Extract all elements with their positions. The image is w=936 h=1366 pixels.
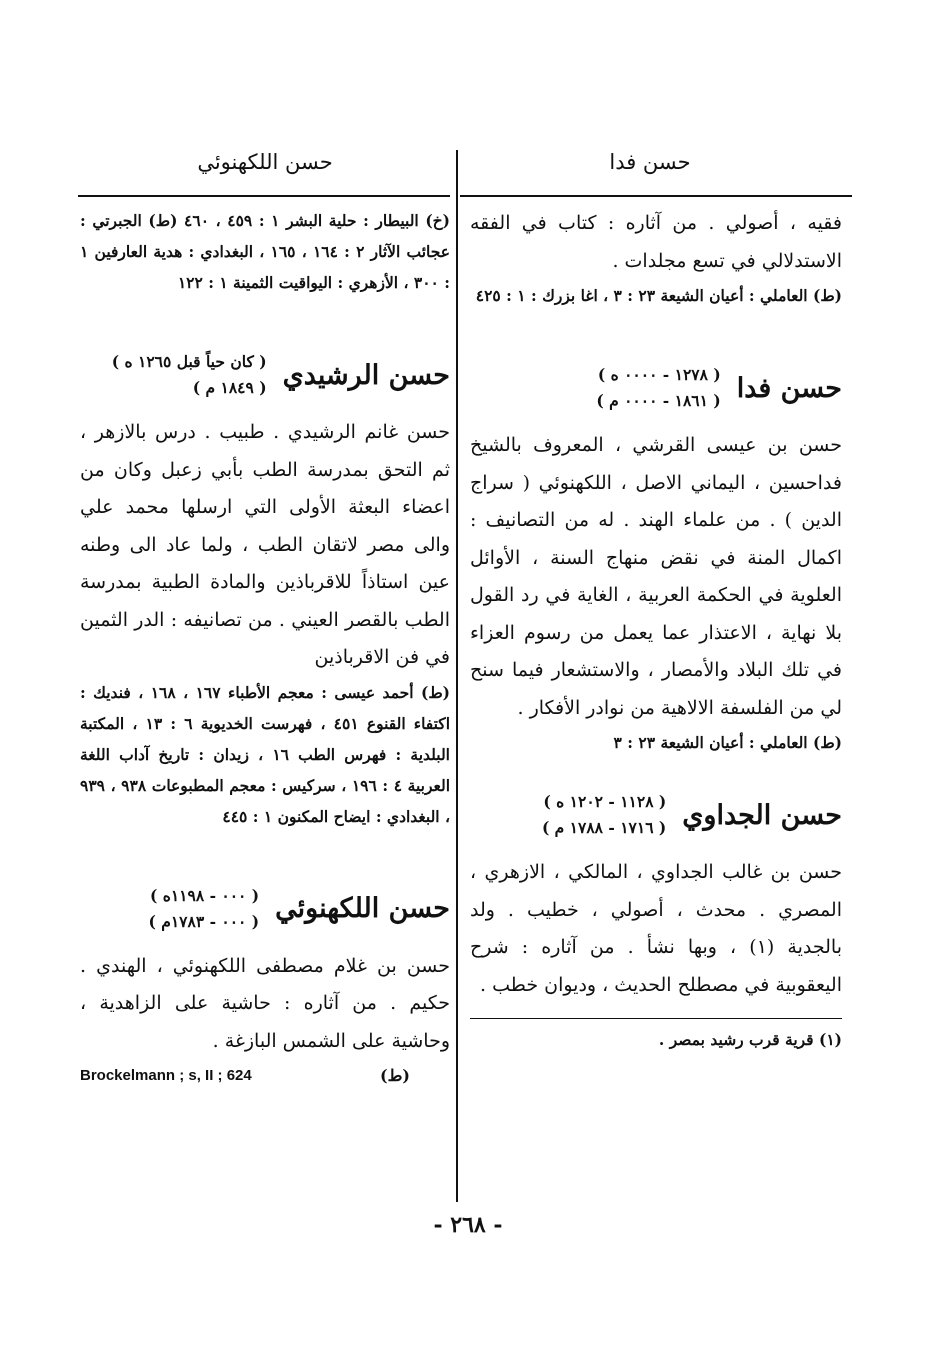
continued-text: فقيه ، أصولي . من آثاره : كتاب في الفقه الاستدلالي في تسع مجلدات . <box>470 212 842 272</box>
column-divider <box>456 150 458 1202</box>
date-hijri: ( ٠٠٠ - ١١٩٨ه ) <box>150 885 260 905</box>
entry-heading <box>80 870 450 948</box>
date-gregorian: ( ٠٠٠ - ١٧٨٣م ) <box>148 911 260 931</box>
entry-text: حسن غانم الرشيدي . طبيب . درس بالازهر ، ثم التحق بمدرسة الطب بأبي زعبل وكان من اعضاء البعثة الأولى التي ارسلها محمد علي والى مصر لاتقان الطب ، ولما عاد الى وطنه عين استاذاً للاقرباذين والمادة الطبية بمدرسة الطب بالقصر العيني . من تصانيفه : الدر الثمين في فن الاقرباذين <box>80 421 450 668</box>
entry-dates <box>112 349 267 401</box>
header-rule-right <box>460 195 852 197</box>
entry-dates <box>596 362 720 414</box>
entry-dates <box>542 789 666 841</box>
entry-text: حسن بن عيسى القرشي ، المعروف بالشيخ فداحسين ، اليماني الاصل ، اللكهنوئي ( سراج الدين ) . من علماء الهند . له من التصانيف : اكمال المنة في نقض منهاج السنة ، الأوائل العلوية في الحكمة العربية ، الغاية في رد القول بلا نهاية ، الاعتذار عما يعمل من رسوم العزاء في تلك البلاد والأمصار ، والاستشعار فيما سنح لي من الفلسفة الالاهية من نوادر الأفكار . <box>470 434 842 719</box>
footnote: (١) قرية قرب رشيد بمصر . <box>658 1030 842 1049</box>
date-gregorian: ( ١٧١٦ - ١٧٨٨ م ) <box>541 818 667 837</box>
date-hijri: ( ١٢٧٨ - ٠٠٠٠ ه ) <box>597 365 721 384</box>
entry-name: حسن الجداوي <box>682 799 842 831</box>
entry-text: حسن بن غلام مصطفى اللكهنوئي ، الهندي . حكيم . من آثاره : حاشية على الزاهدية ، وحاشية على الشمس البازغة . <box>80 954 450 1052</box>
date-hijri: ( ١١٢٨ - ١٢٠٢ ه ) <box>543 792 667 811</box>
running-head-right: حسن فدا <box>609 150 691 174</box>
reference-latin: Brockelmann ; s, II ; 624 <box>80 1066 252 1084</box>
date-hijri: ( كان حياً قبل ١٢٦٥ ه ) <box>111 352 267 371</box>
header-rule-left <box>78 195 450 197</box>
entry-heading <box>470 349 842 427</box>
entry-references <box>80 1060 450 1090</box>
entry-name: حسن الرشيدي <box>282 359 450 391</box>
entry-name: حسن فدا <box>736 372 842 404</box>
running-head-left: حسن اللكهنوئي <box>197 150 333 174</box>
page-number: - ٢٦٨ - <box>433 1212 503 1238</box>
left-column <box>80 205 450 1090</box>
date-gregorian: ( ١٨٤٩ م ) <box>192 378 267 397</box>
entry-heading <box>80 336 450 414</box>
continued-references: (ط) العاملي : أعيان الشيعة ٢٣ : ٣ ، اغا بزرك : ١ : ٤٢٥ <box>475 286 842 305</box>
continued-references: (خ) البيطار : حلية البشر ١ : ٤٥٩ ، ٤٦٠ (ط) الجبرتي : عجائب الآثار ٢ : ١٦٤ ، ١٦٥ ، البغدادي : هدية العارفين ١ : ٣٠٠ ، الأزهري : اليواقيت الثمينة ١ : ١٢٢ <box>80 211 451 292</box>
entry-dates <box>149 883 260 935</box>
entry-heading <box>470 776 842 854</box>
right-column <box>470 205 842 1053</box>
entry-references: (ط) العاملي : أعيان الشيعة ٢٣ : ٣ <box>613 733 842 752</box>
footnote-rule <box>470 1018 842 1019</box>
entry-name: حسن اللكهنوئي <box>275 893 450 924</box>
reference-mark: (ط) <box>380 1065 410 1085</box>
entry-text: حسن بن غالب الجداوي ، المالكي ، الازهري ، المصري . محدث ، أصولي ، خطيب . ولد بالجدية (١) ، وبها نشأ . من آثاره : شرح اليعقوبية في مصطلح الحديث ، وديوان خطب . <box>470 861 843 996</box>
entry-references: (ط) أحمد عيسى : معجم الأطباء ١٦٧ ، ١٦٨ ، فنديك : اكتفاء القنوع ٤٥١ ، فهرست الخديوية ٦ : ١٣ ، المكتبة البلدية : فهرس الطب ١٦ ، زيدان : تاريخ آداب اللغة العربية ٤ : ١٩٦ ، سركيس : معجم المطبوعات ٩٣٨ ، ٩٣٩ ، البغدادي : ايضاح المكنون ١ : ٤٤٥ <box>80 682 450 826</box>
date-gregorian: ( ١٨٦١ - ٠٠٠٠ م ) <box>596 391 721 410</box>
